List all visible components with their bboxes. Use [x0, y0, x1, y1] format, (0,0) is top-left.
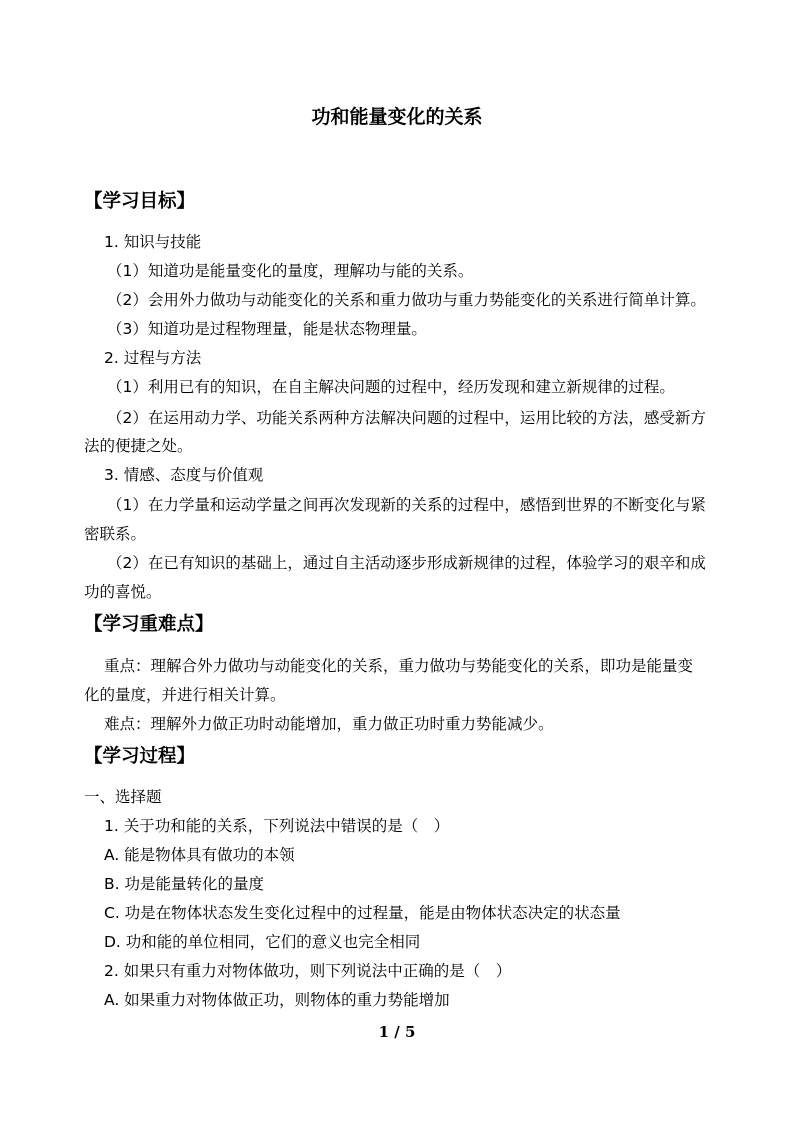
- key-point-line1: 重点：理解合外力做功与动能变化的关系，重力做功与势能变化的关系，即功是能量变: [104, 657, 694, 675]
- difficult-point: 难点：理解外力做正功时动能增加，重力做正功时重力势能减少。: [104, 715, 554, 733]
- goal-e2-line2: 功的喜悦。: [84, 583, 162, 601]
- subheading-process: 2. 过程与方法: [104, 349, 202, 367]
- goal-e1-line2: 密联系。: [84, 525, 147, 543]
- goal-k2: （2）会用外力做功与动能变化的关系和重力做功与重力势能变化的关系进行简单计算。: [107, 291, 706, 309]
- question-1: 1. 关于功和能的关系，下列说法中错误的是（ ）: [104, 817, 450, 835]
- goal-p2-line2: 法的便捷之处。: [84, 437, 193, 455]
- document-title: 功和能量变化的关系: [311, 106, 483, 128]
- section-heading-keypoints: 【学习重难点】: [84, 614, 214, 635]
- part-heading-choice: 一、选择题: [84, 788, 162, 806]
- subheading-knowledge: 1. 知识与技能: [104, 233, 202, 251]
- goal-k1: （1）知道功是能量变化的量度，理解功与能的关系。: [107, 262, 474, 280]
- question-1-option-d: D. 功和能的单位相同，它们的意义也完全相同: [104, 933, 421, 951]
- goal-p1: （1）利用已有的知识，在自主解决问题的过程中，经历发现和建立新规律的过程。: [107, 378, 675, 396]
- goal-e1-line1: （1）在力学量和运动学量之间再次发现新的关系的过程中，感悟到世界的不断变化与紧: [107, 496, 706, 514]
- goal-e2-line1: （2）在已有知识的基础上，通过自主活动逐步形成新规律的过程，体验学习的艰辛和成: [107, 554, 706, 572]
- goal-p2-line1: （2）在运用动力学、功能关系两种方法解决问题的过程中，运用比较的方法，感受新方: [107, 409, 706, 427]
- key-point-line2: 化的量度，并进行相关计算。: [84, 686, 286, 704]
- question-1-option-b: B. 功是能量转化的量度: [104, 875, 264, 893]
- section-heading-goals: 【学习目标】: [84, 191, 196, 212]
- question-2: 2. 如果只有重力对物体做功，则下列说法中正确的是（ ）: [104, 962, 512, 980]
- question-2-option-a: A. 如果重力对物体做正功，则物体的重力势能增加: [104, 991, 450, 1009]
- goal-k3: （3）知道功是过程物理量，能是状态物理量。: [107, 320, 427, 338]
- question-1-option-a: A. 能是物体具有做功的本领: [104, 846, 295, 864]
- subheading-emotion: 3. 情感、态度与价值观: [104, 466, 264, 484]
- section-heading-process: 【学习过程】: [84, 746, 196, 767]
- page-number: 1 / 5: [378, 1023, 416, 1041]
- question-1-option-c: C. 功是在物体状态发生变化过程中的过程量，能是由物体状态决定的状态量: [104, 904, 621, 922]
